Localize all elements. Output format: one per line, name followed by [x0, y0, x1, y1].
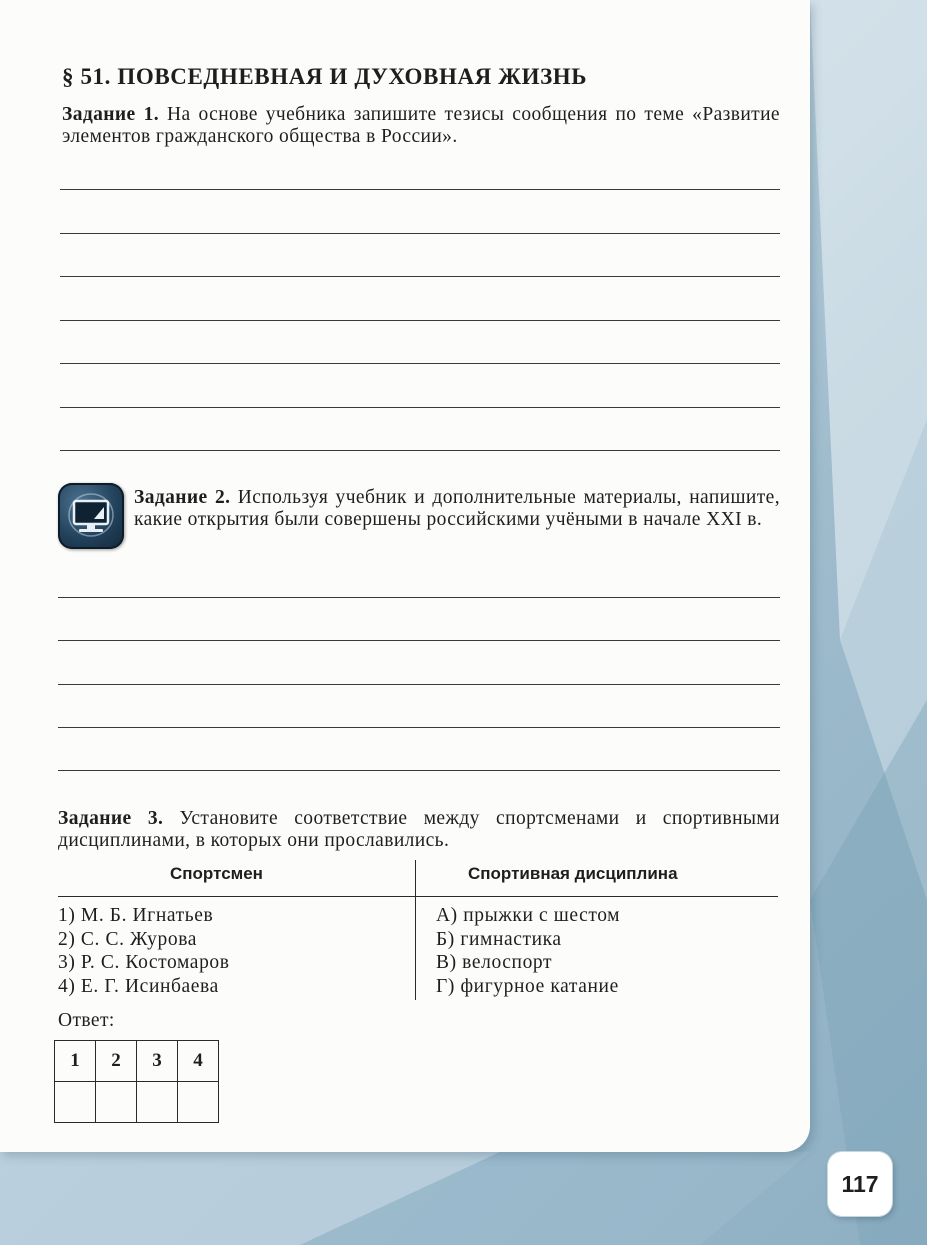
- task3-prompt: [58, 808, 780, 852]
- page-number: 117: [828, 1152, 892, 1216]
- task2-label: Задание 2.: [134, 487, 231, 508]
- athlete-item: 1) М. Б. Игнатьев: [58, 905, 214, 926]
- column-divider: [415, 860, 416, 1000]
- answer-header-cell: 4: [178, 1041, 219, 1082]
- task2-text: Используя учебник и дополнительные материалы, напишите, какие открытия были совершены российскими учёными в начале XXI в.: [134, 487, 780, 530]
- computer-monitor-icon: [58, 483, 124, 549]
- athlete-column-header: Спортсмен: [170, 864, 263, 883]
- discipline-item: Б) гимнастика: [436, 928, 562, 950]
- task2-answer-line[interactable]: [58, 770, 780, 771]
- task3-text: Установите соответствие между спортсменами и спортивными дисциплинами, в которых они прославились.: [58, 808, 780, 851]
- athlete-item: 4) Е. Г. Исинбаева: [58, 975, 219, 997]
- table-divider: [58, 896, 778, 897]
- discipline-item: А) прыжки с шестом: [436, 905, 621, 926]
- task1-text: На основе учебника запишите тезисы сообщения по теме «Развитие элементов гражданского общества в России».: [62, 104, 780, 147]
- discipline-list: [436, 904, 620, 998]
- matching-table: [58, 860, 778, 1002]
- discipline-item: В) велоспорт: [436, 952, 553, 973]
- task1-answer-line[interactable]: [60, 320, 780, 321]
- answer-input-cell[interactable]: [55, 1082, 96, 1123]
- answer-grid: [54, 1040, 219, 1123]
- task2-answer-line[interactable]: [58, 727, 780, 728]
- task2-answer-line[interactable]: [58, 640, 780, 641]
- athlete-item: 2) С. С. Журова: [58, 928, 198, 950]
- task3-label: Задание 3.: [58, 808, 164, 829]
- answer-header-cell: 2: [96, 1041, 137, 1082]
- task2-answer-line[interactable]: [58, 684, 780, 685]
- task1-answer-line[interactable]: [60, 407, 780, 408]
- task2-prompt: [134, 487, 780, 531]
- answer-input-cell[interactable]: [137, 1082, 178, 1123]
- discipline-item: Г) фигурное катание: [436, 975, 619, 997]
- discipline-column-header: Спортивная дисциплина: [468, 864, 678, 883]
- task1-answer-line[interactable]: [60, 276, 780, 277]
- answer-input-cell[interactable]: [96, 1082, 137, 1123]
- answer-header-cell: 3: [137, 1041, 178, 1082]
- task1-answer-line[interactable]: [60, 363, 780, 364]
- athlete-list: [58, 904, 230, 998]
- task2-answer-line[interactable]: [58, 597, 780, 598]
- task1-answer-line[interactable]: [60, 189, 780, 190]
- task1-prompt: [62, 104, 780, 148]
- answer-header-cell: 1: [55, 1041, 96, 1082]
- section-title: § 51. ПОВСЕДНЕВНАЯ И ДУХОВНАЯ ЖИЗНЬ: [62, 64, 588, 89]
- athlete-item: 3) Р. С. Костомаров: [58, 952, 230, 973]
- task1-answer-line[interactable]: [60, 450, 780, 451]
- answer-input-cell[interactable]: [178, 1082, 219, 1123]
- task1-answer-line[interactable]: [60, 233, 780, 234]
- answer-label: Ответ:: [58, 1010, 115, 1031]
- task1-label: Задание 1.: [62, 104, 159, 125]
